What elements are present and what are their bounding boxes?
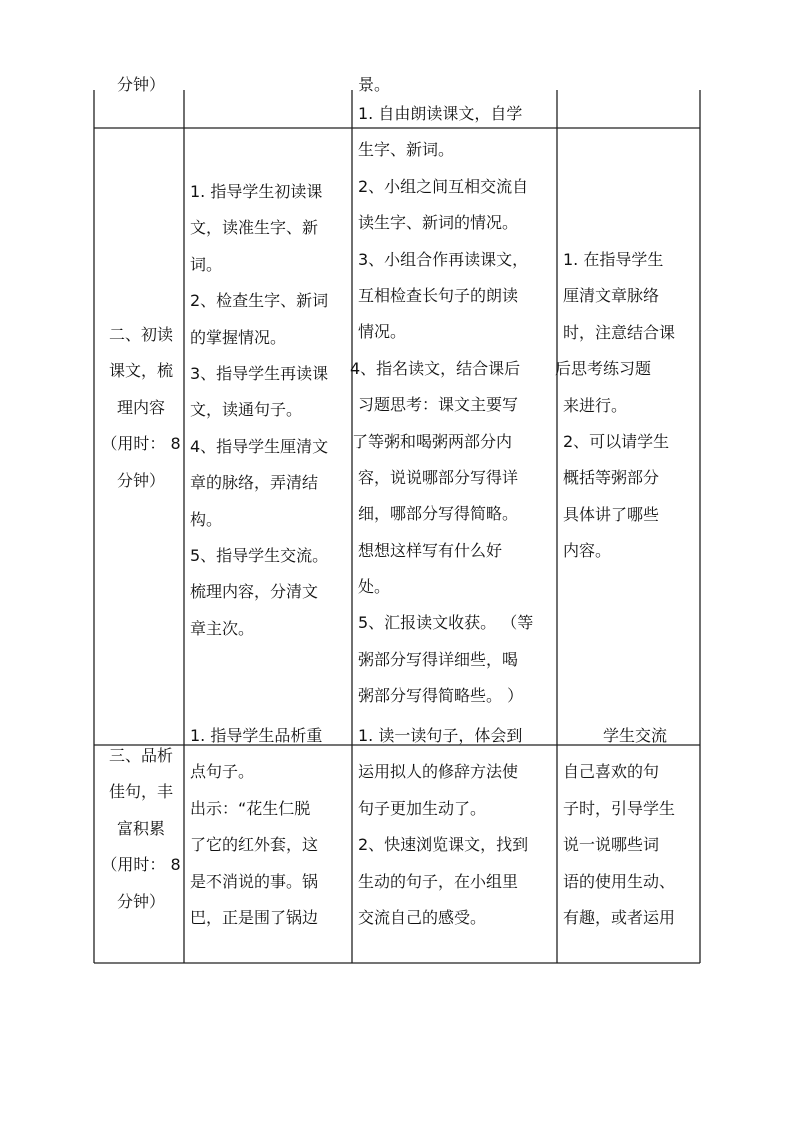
cell-text-line: 容，说说哪部分写得详 (358, 467, 519, 487)
cell-text-line: 后思考练习题 (555, 359, 652, 379)
stage-cell (100, 317, 182, 499)
cell-text-line: 学生交流 (603, 726, 668, 745)
cell-text-line: （用时： 8 (101, 855, 181, 875)
cell-text-line: 佳句，丰 (108, 782, 173, 802)
cell-text-line: 有趣，或者运用 (563, 907, 676, 927)
student-activity-cell (358, 718, 555, 936)
cell-text-line: 粥部分写得详细些，喝 (358, 649, 519, 669)
cell-text-line: 时，注意结合课 (563, 322, 676, 342)
cell-text-line: （用时： 8 (101, 434, 181, 454)
cell-text-line: 细，哪部分写得简略。 (358, 504, 519, 524)
design-intent-cell (563, 718, 698, 936)
cell-text-line: 章主次。 (190, 618, 255, 638)
cell-text-line: 生动的句子，在小组里 (358, 871, 519, 891)
cell-text-line: 梳理内容，分清文 (190, 582, 319, 602)
cell-text-line: 厘清文章脉络 (563, 286, 660, 306)
cell-text-line: 巴，正是围了锅边 (190, 907, 319, 927)
cell-text-line: 运用拟人的修辞方法使 (358, 762, 519, 782)
cell-text-line: 说一说哪些词 (563, 835, 660, 855)
cell-text-line: 是不消说的事。锅 (190, 871, 319, 891)
stage-cell (100, 67, 182, 103)
cell-text-line: 分钟） (116, 75, 165, 94)
cell-text-line: 2、小组之间互相交流自 (358, 176, 529, 196)
cell-text-line: 4、指名读文，结合课后 (350, 358, 521, 378)
cell-text-line: 景。 (358, 75, 391, 94)
cell-text-line: 自己喜欢的句 (563, 762, 660, 782)
cell-text-line: 5、汇报读文收获。 （等 (358, 613, 534, 633)
cell-text-line: 词。 (190, 254, 223, 274)
cell-text-line: 的掌握情况。 (190, 327, 287, 347)
cell-text-line: 来进行。 (563, 395, 628, 415)
cell-text-line: 章的脉络，弄清结 (190, 473, 319, 493)
stage-cell (100, 738, 182, 920)
teacher-activity-cell (190, 718, 350, 936)
cell-text-line: 具体讲了哪些 (563, 504, 660, 524)
cell-text-line: 了它的红外套，这 (190, 835, 319, 855)
cell-text-line: 文，读准生字、新 (190, 218, 319, 238)
cell-text-line: 交流自己的感受。 (358, 907, 487, 927)
cell-text-line: 语的使用生动、 (563, 871, 676, 891)
cell-text-line: 2、可以请学生 (563, 431, 670, 451)
cell-text-line: 分钟） (116, 891, 165, 911)
cell-text-line: 2、检查生字、新词 (190, 291, 329, 311)
cell-text-line: 想想这样写有什么好 (358, 540, 503, 560)
design-intent-cell (555, 242, 698, 570)
cell-text-line: 3、指导学生再读课 (190, 363, 329, 383)
cell-text-line: 理内容 (116, 397, 165, 417)
cell-text-line: 点句子。 (190, 762, 255, 782)
cell-text-line: 富积累 (116, 818, 165, 838)
cell-text-line: 课文，梳 (108, 361, 173, 381)
cell-text-line: 2、快速浏览课文，找到 (358, 835, 529, 855)
cell-text-line: 互相检查长句子的朗读 (358, 285, 519, 305)
cell-text-line: 1. 自由朗读课文，自学 (358, 104, 523, 123)
cell-text-line: 1. 指导学生品析重 (190, 726, 323, 745)
cell-text-line: 情况。 (358, 322, 407, 342)
teacher-activity-cell (190, 174, 350, 647)
cell-text-line: 习题思考：课文主要写 (358, 395, 519, 415)
cell-text-line: 处。 (358, 577, 391, 597)
cell-text-line: 5、指导学生交流。 (190, 545, 329, 565)
cell-text-line: 构。 (190, 509, 223, 529)
cell-text-line: 分钟） (116, 470, 165, 490)
cell-text-line: 了等粥和喝粥两部分内 (352, 431, 513, 451)
cell-text-line: 句子更加生动了。 (358, 798, 487, 818)
cell-text-line: 三、品析 (108, 746, 173, 765)
cell-text-line: 1. 指导学生初读课 (190, 182, 323, 201)
student-activity-cell (350, 96, 555, 715)
cell-text-line: 概括等粥部分 (563, 468, 660, 488)
cell-text-line: 出示：“花生仁脱 (190, 798, 311, 818)
cell-text-line: 1. 读一读句子，体会到 (358, 726, 523, 745)
cell-text-line: 4、指导学生厘清文 (190, 436, 329, 456)
cell-text-line: 生字、新词。 (358, 140, 455, 160)
cell-text-line: 文，读通句子。 (190, 400, 303, 420)
cell-text-line: 1. 在指导学生 (563, 250, 664, 269)
cell-text-line: 内容。 (563, 541, 612, 561)
cell-text-line: 子时，引导学生 (563, 798, 676, 818)
cell-text-line: 二、初读 (108, 325, 173, 344)
cell-text-line: 粥部分写得简略些。 ） (358, 686, 524, 706)
cell-text-line: 读生字、新词的情况。 (358, 213, 519, 233)
cell-text-line: 3、小组合作再读课文， (358, 249, 529, 269)
